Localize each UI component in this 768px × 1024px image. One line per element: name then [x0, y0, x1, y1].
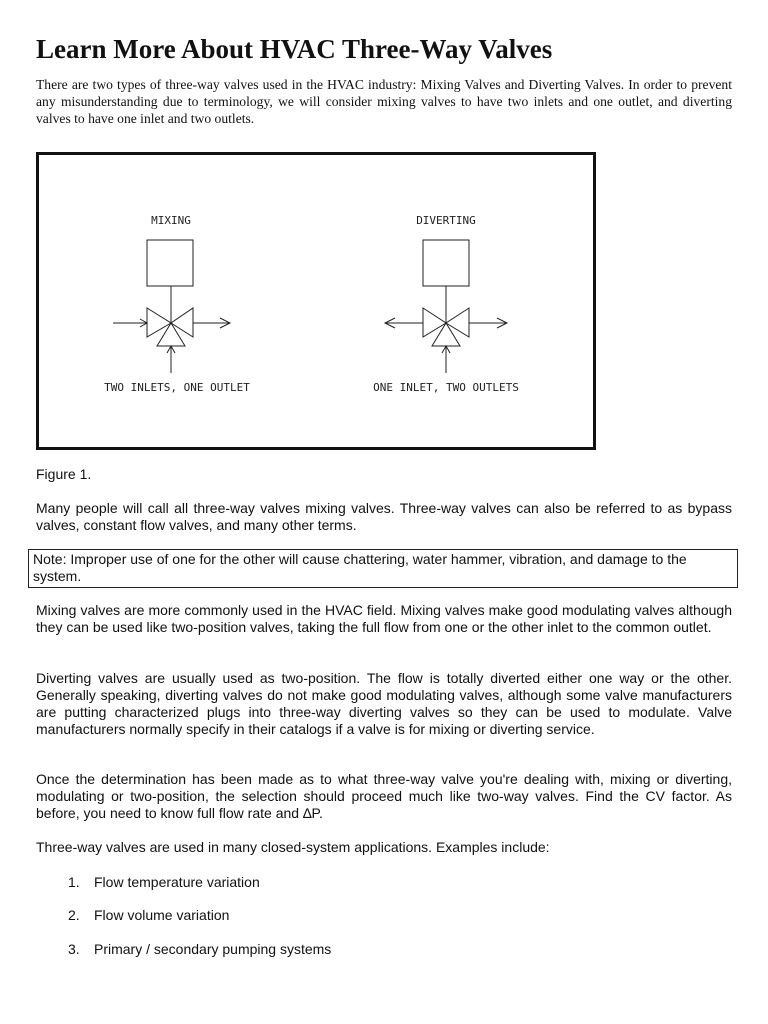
mixing-label: MIXING	[151, 214, 191, 227]
figure-1-diagram	[36, 152, 596, 450]
paragraph-3: Diverting valves are usually used as two-position. The flow is totally diverted either one way or the other. Generally speaking, diverting valves do not make good modulating valves, although some valve manufacturers are putting characterized plugs into three-way diverting valves so they can be used to modulate. Valve manufacturers normally specify in their catalogs if a valve is for mixing or diverting service.	[36, 670, 732, 737]
diverting-label: DIVERTING	[416, 214, 476, 227]
list-item: 2. Flow volume variation	[68, 907, 230, 923]
note-box: Note: Improper use of one for the other will cause chattering, water hammer, vibration, and damage to the system.	[28, 549, 738, 588]
list-item: 3. Primary / secondary pumping systems	[68, 941, 332, 957]
diverting-valve-symbol	[385, 240, 507, 373]
paragraph-2: Mixing valves are more commonly used in the HVAC field. Mixing valves make good modulating valves although they can be used like two-position valves, taking the full flow from one or the other inlet to the common outlet.	[36, 602, 732, 635]
mixing-caption: TWO INLETS, ONE OUTLET	[104, 381, 250, 394]
paragraph-4: Once the determination has been made as to what three-way valve you're dealing with, mixing or diverting, modulating or two-position, the selection should proceed much like two-way valves. Find the CV factor. As before, you need to know full flow rate and ∆P.	[36, 771, 732, 821]
diverting-caption: ONE INLET, TWO OUTLETS	[373, 381, 519, 394]
page-title: Learn More About HVAC Three-Way Valves	[36, 34, 553, 64]
mixing-valve-symbol	[113, 240, 230, 373]
list-item: 1. Flow temperature variation	[68, 874, 260, 890]
figure-caption: Figure 1.	[36, 466, 92, 482]
paragraph-1: Many people will call all three-way valves mixing valves. Three-way valves can also be referred to as bypass valves, constant flow valves, and many other terms.	[36, 500, 732, 533]
intro-paragraph: There are two types of three-way valves used in the HVAC industry: Mixing Valves and Diverting Valves. In order to prevent any misunderstanding due to terminology, we will consider mixing valves to have two inlets and one outlet, and diverting valves to have one inlet and two outlets.	[36, 77, 732, 126]
paragraph-5: Three-way valves are used in many closed-system applications. Examples include:	[36, 839, 550, 855]
